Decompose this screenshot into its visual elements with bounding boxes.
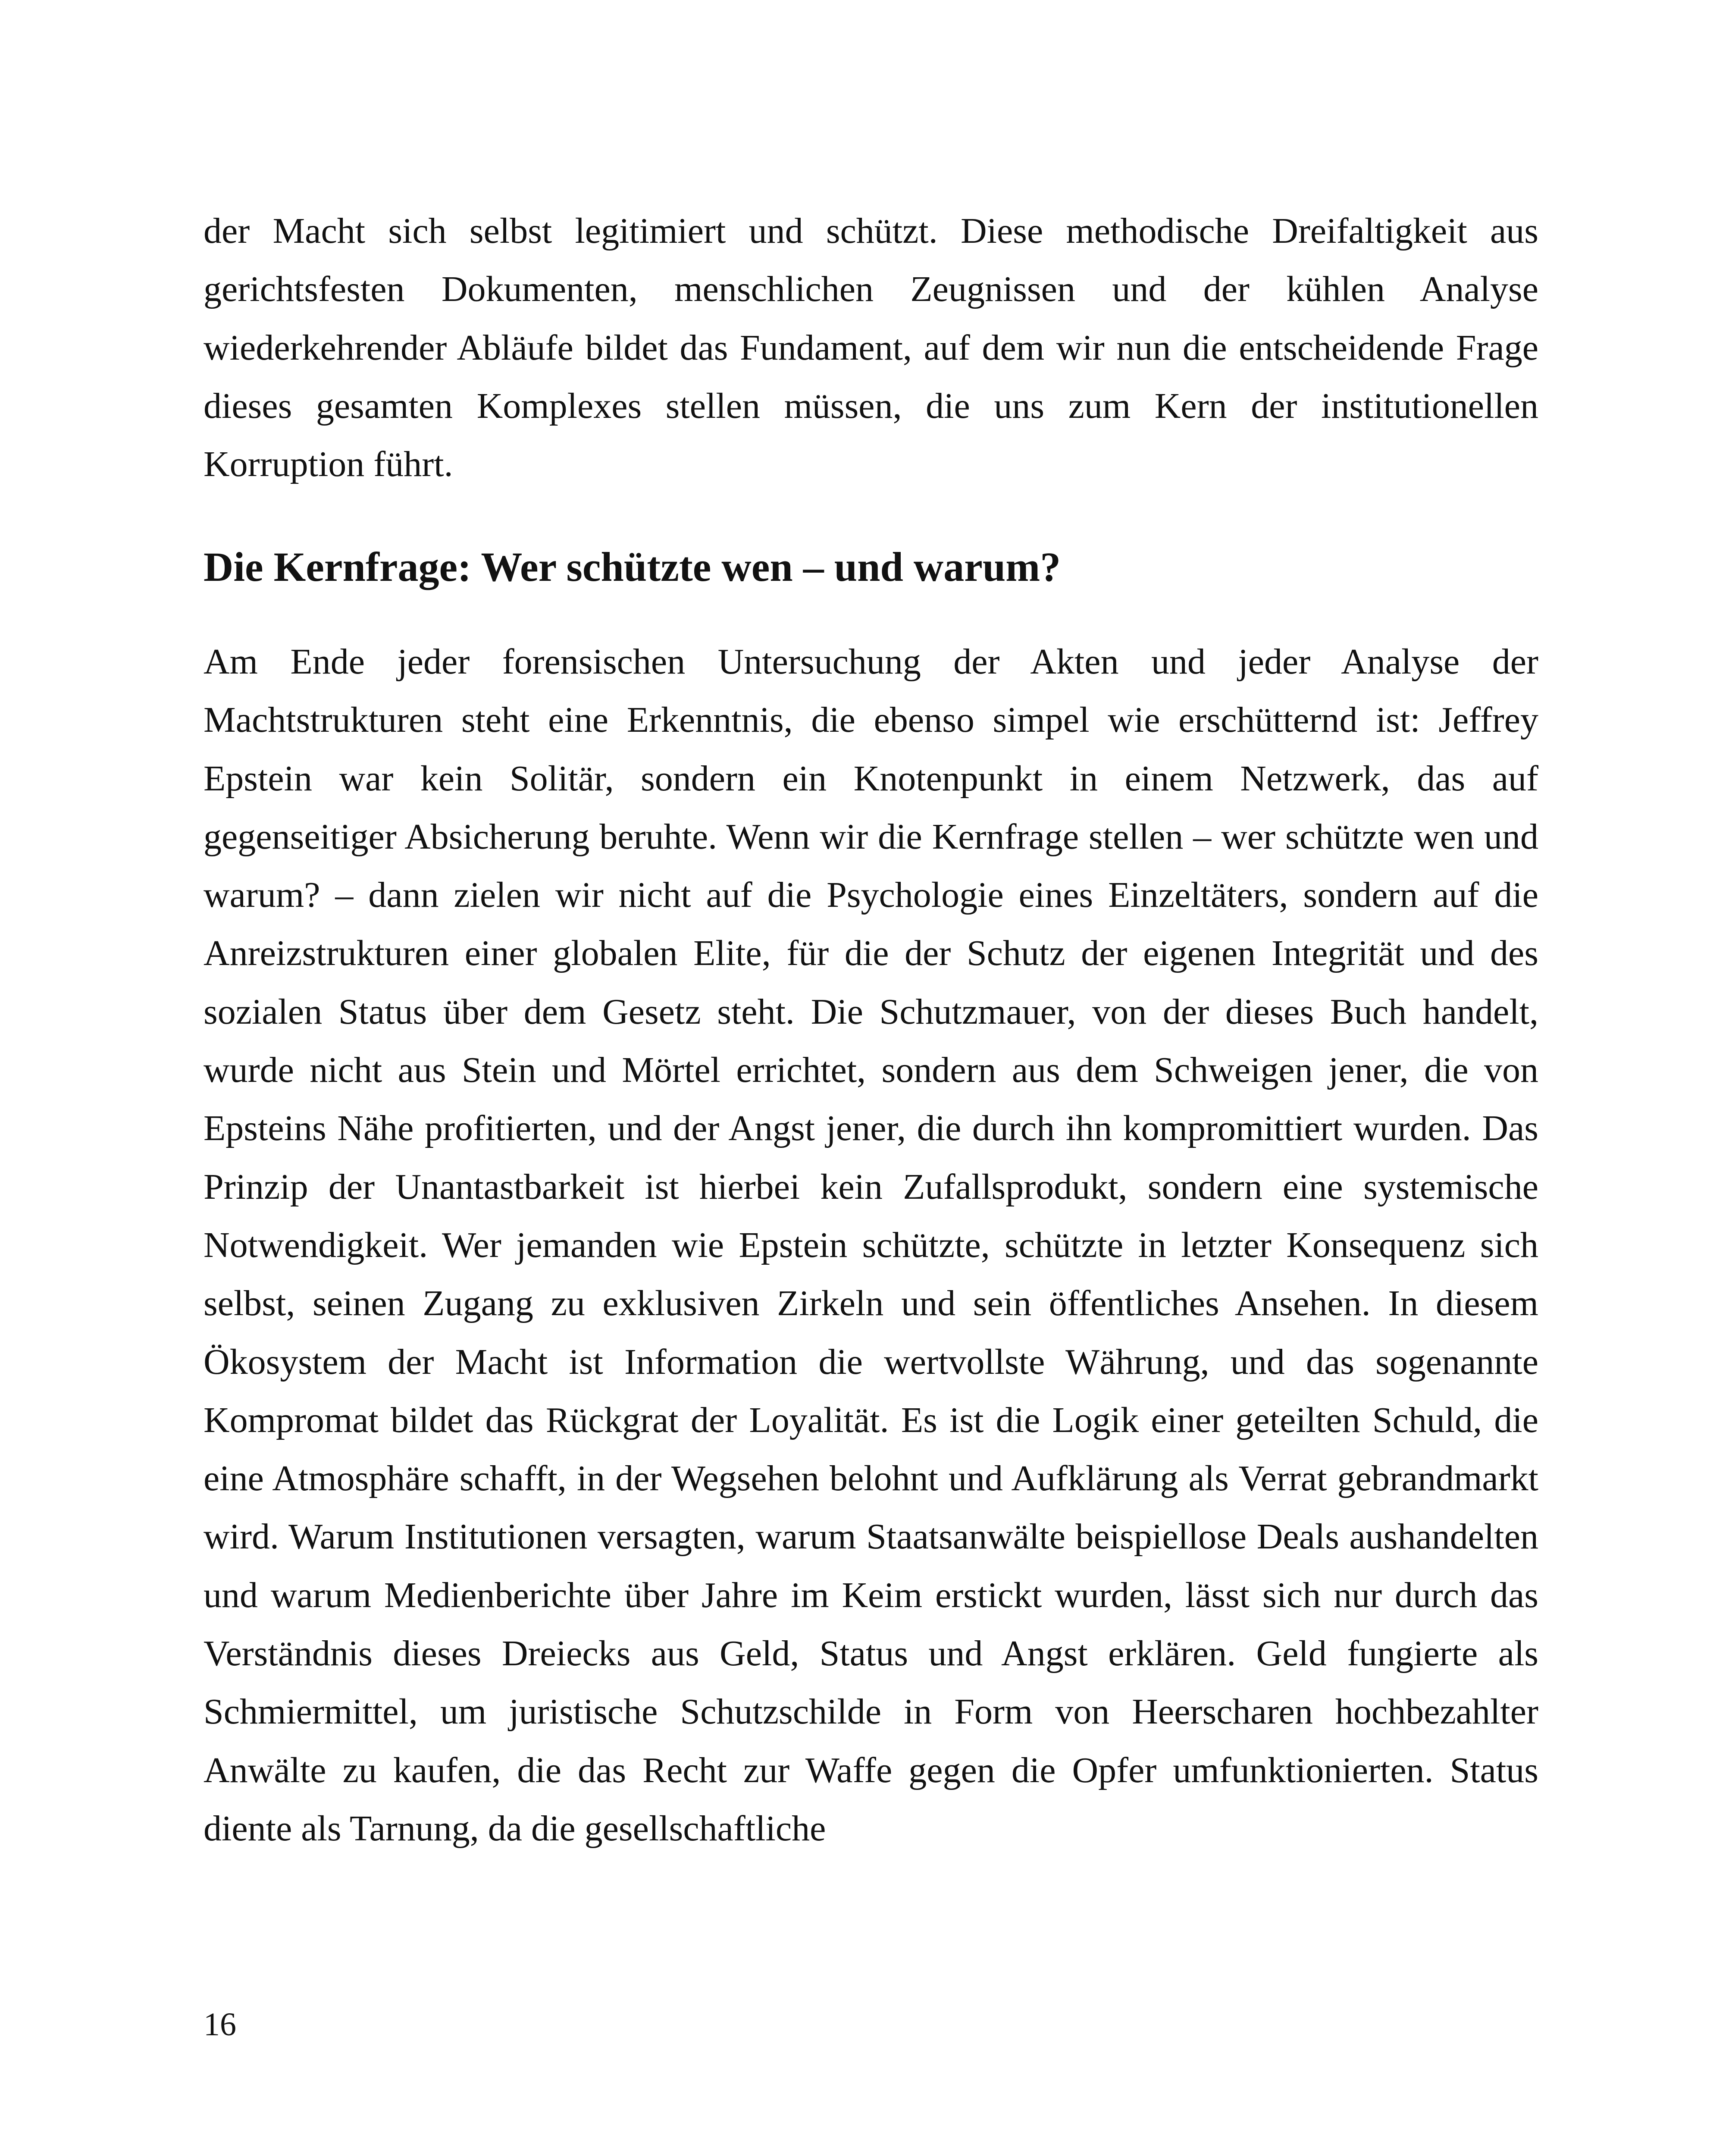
section-heading: Die Kernfrage: Wer schützte wen – und warum? [204,544,1061,590]
body-paragraph: Am Ende jeder forensischen Untersuchung der Akten und jeder Analyse der Machtstrukturen steht eine Erkenntnis, die ebenso simpel wie erschütternd ist: Jeffrey Epstein war kein Solitär, sondern ein Knotenpunkt in einem Netzwerk, das auf gegenseitiger Absicherung beruhte. Wenn wir die Kernfrage stellen – wer schützte wen und warum? – dann zielen wir nicht auf die Psychologie eines Einzeltäters, sondern auf die Anreizstrukturen einer globalen Elite, für die der Schutz der eigenen Integrität und des sozialen Status über dem Gesetz steht. Die Schutzmauer, von der dieses Buch handelt, wurde nicht aus Stein und Mörtel errichtet, sondern aus dem Schweigen jener, die von Epsteins Nähe profitierten, und der Angst jener, die durch ihn kompromittiert wurden. Das Prinzip der Unantastbarkeit ist hierbei kein Zufallsprodukt, sondern eine systemische Notwendigkeit. Wer jemanden wie Epstein schützte, schützte in letzter Konsequenz sich selbst, seinen Zugang zu exklusiven Zirkeln und sein öffentliches Ansehen. In diesem Ökosystem der Macht ist Information die wertvollste Währung, und das sogenannte Kompromat bildet das Rückgrat der Loyalität. Es ist die Logik einer geteilten Schuld, die eine Atmosphäre schafft, in der Wegsehen belohnt und Aufklärung als Verrat gebrandmarkt wird. Warum Institutionen versagten, warum Staatsanwälte beispiellose Deals aushandelten und warum Medienberichte über Jahre im Keim erstickt wurden, lässt sich nur durch das Verständnis dieses Dreiecks aus Geld, Status und Angst erklären. Geld fungierte als Schmiermittel, um juristische Schutzschilde in Form von Heerscharen hochbezahlter Anwälte zu kaufen, die das Recht zur Waffe gegen die Opfer umfunktionierten. Status diente als Tarnung, da die gesellschaftliche [204,642,1538,1849]
page-number: 16 [204,2006,236,2043]
continuation-paragraph: der Macht sich selbst legitimiert und schützt. Diese methodische Dreifaltigkeit aus gerichtsfesten Dokumenten, menschlichen Zeugnissen und der kühlen Analyse wiederkehrender Abläufe bildet das Fundament, auf dem wir nun die entscheidende Frage dieses gesamten Komplexes stellen müssen, die uns zum Kern der institutionellen Korruption führt. [204,211,1538,485]
